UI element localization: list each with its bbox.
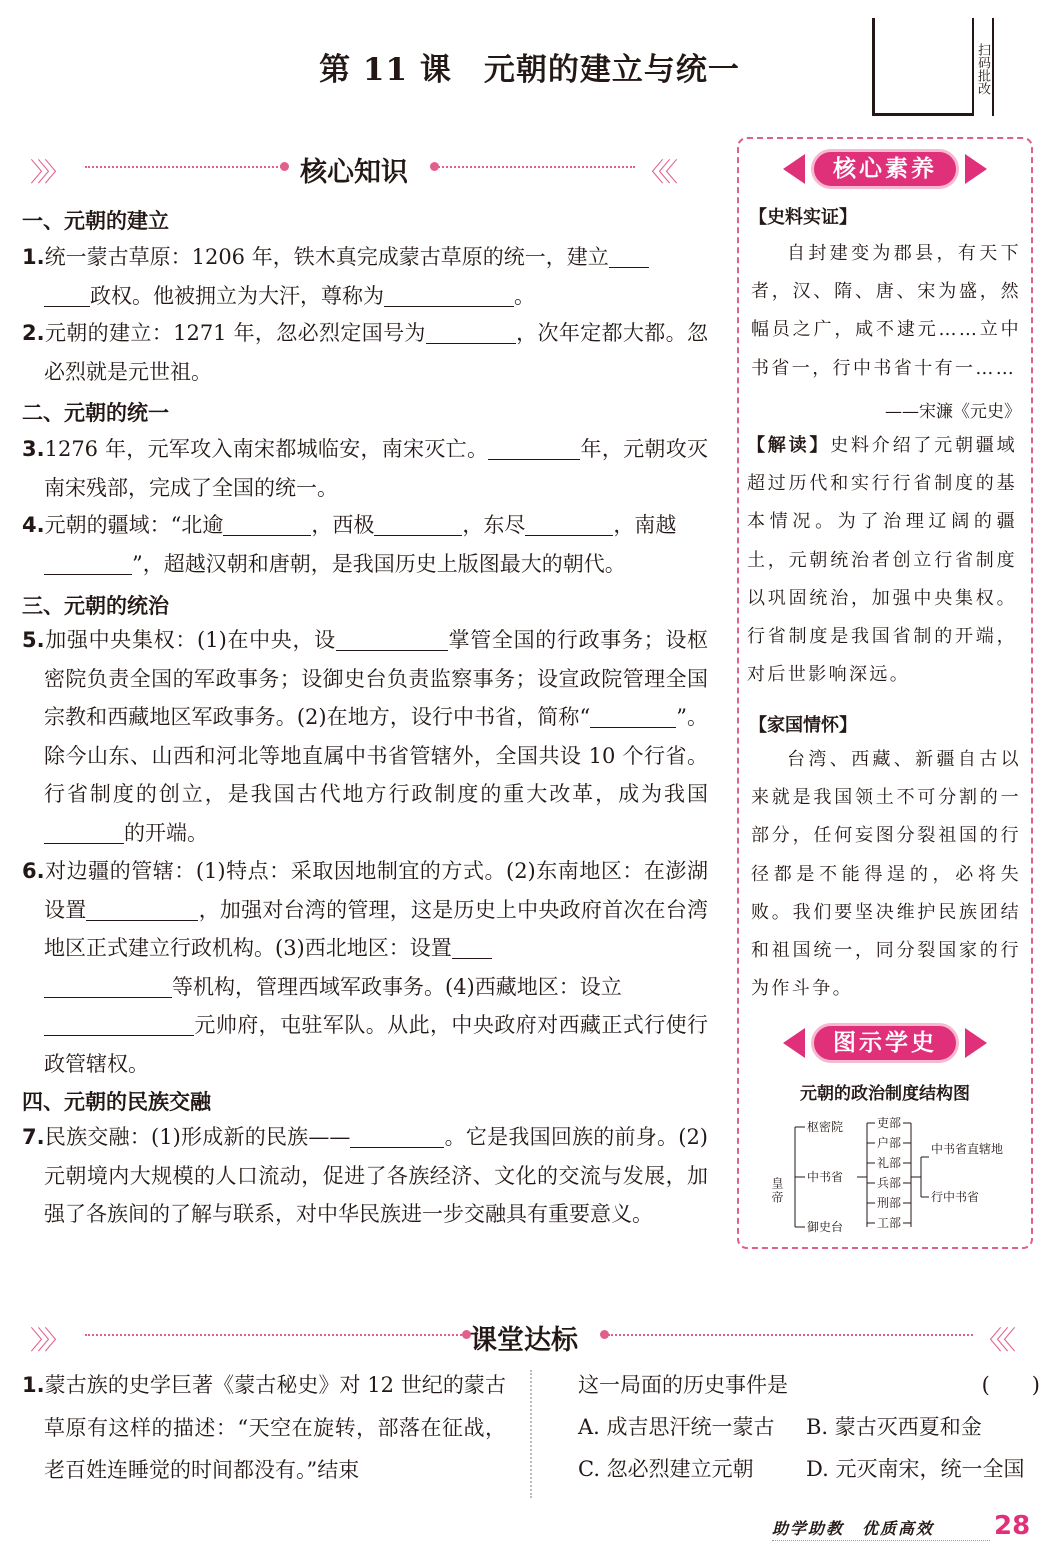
diagram-right-0: 中书省直辖地 bbox=[931, 1142, 1004, 1156]
diagram-ministry-4: 刑部 bbox=[877, 1196, 902, 1210]
interpretation bbox=[747, 427, 1017, 694]
sidebar-panel bbox=[737, 137, 1033, 1249]
scan-label: 扫码批改 bbox=[972, 18, 994, 116]
item-text: 1276 年，元军攻入南宋都城临安，南宋灭亡。 bbox=[44, 437, 489, 461]
triangle-right-icon bbox=[965, 154, 987, 184]
item-text: ，南越 bbox=[613, 513, 677, 537]
footer-divider bbox=[772, 1540, 990, 1541]
page-number: 28 bbox=[994, 1511, 1031, 1541]
option-B[interactable]: B. 蒙古灭西夏和金 bbox=[806, 1415, 982, 1439]
sidebar-heading: 【史料实证】 bbox=[749, 207, 857, 228]
badge-label: 图示学史 bbox=[811, 1023, 959, 1063]
fill-blank[interactable] bbox=[374, 513, 462, 536]
chevron-left-icon: 〈〈〈 bbox=[638, 158, 673, 188]
diagram-root: 皇帝 bbox=[770, 1177, 784, 1205]
item-text: 元朝的建立：1271 年，忽必烈定国号为 bbox=[44, 321, 426, 345]
knowledge-item-1 bbox=[22, 238, 708, 315]
fill-blank[interactable] bbox=[488, 437, 580, 460]
knowledge-item-6 bbox=[22, 852, 708, 1083]
fill-blank[interactable] bbox=[44, 974, 172, 997]
fill-blank[interactable] bbox=[336, 628, 448, 651]
diagram-ministry-2: 礼部 bbox=[877, 1156, 902, 1170]
fill-blank[interactable] bbox=[590, 705, 676, 728]
fill-blank[interactable] bbox=[609, 245, 649, 268]
item-text: 掌管全国的行政事务；设枢密院负责全国的军政事务；设御史台负责监察事务；设宣政院管理全国宗教和西藏地区军政事务。(2)在地方，设行中书省，简称“ bbox=[44, 628, 709, 729]
badge-label: 核心素养 bbox=[811, 149, 959, 189]
item-number: 3. bbox=[22, 437, 45, 461]
column-divider bbox=[530, 1370, 532, 1498]
footer-slogan: 助学助教 优质高效 bbox=[772, 1519, 935, 1538]
patriotism-text: 台湾、西藏、新疆自古以来就是我国领土不可分割的一部分，任何妄图分裂祖国的行径都是不能得逞的，必将失败。我们要坚决维护民族团结和祖国统一，同分裂国家的行为作斗争。 bbox=[751, 749, 1021, 1000]
section-heading: 核心知识 bbox=[300, 157, 408, 188]
item-text: 加强中央集权：(1)在中央，设 bbox=[44, 628, 336, 652]
item-text: 年，元朝攻灭南宋残部，完成了全国的统一。 bbox=[44, 437, 708, 500]
item-text: 元朝的疆域：“北逾 bbox=[44, 513, 224, 537]
item-text: ，西极 bbox=[311, 513, 375, 537]
diagram-title: 元朝的政治制度结构图 bbox=[800, 1084, 970, 1104]
knowledge-item-2 bbox=[22, 314, 708, 391]
chevron-right-icon: 〉〉〉 bbox=[30, 1326, 65, 1356]
diagram-right-1: 行中书省 bbox=[931, 1190, 980, 1204]
subheading: 四、元朝的民族交融 bbox=[22, 1090, 211, 1114]
class-practice-header bbox=[30, 1318, 1030, 1356]
chevron-right-icon: 〉〉〉 bbox=[30, 158, 65, 188]
dot-icon bbox=[280, 162, 289, 171]
interpretation-text: 史料介绍了元朝疆域超过历代和实行行省制度的基本情况。为了治理辽阔的疆土，元朝统治者创立行省制度以巩固统治，加强中央集权。行省制度是我国省制的开端，对后世影响深远。 bbox=[747, 435, 1017, 686]
divider bbox=[85, 1334, 470, 1336]
item-number: 5. bbox=[22, 628, 45, 652]
triangle-right-icon bbox=[965, 1028, 987, 1058]
chevron-left-icon: 〈〈〈 bbox=[976, 1326, 1011, 1356]
divider bbox=[608, 1334, 973, 1336]
illustrated-history-badge bbox=[739, 1023, 1031, 1063]
question-1-stem bbox=[22, 1364, 506, 1492]
item-text: 。 bbox=[514, 283, 535, 308]
question-text: 蒙古族的史学巨著《蒙古秘史》对 12 世纪的蒙古草原有这样的描述：“天空在旋转，部落在征战，老百姓连睡觉的时间都没有。”结束 bbox=[44, 1373, 506, 1482]
fill-blank[interactable] bbox=[44, 551, 132, 574]
fill-blank[interactable] bbox=[525, 513, 613, 536]
fill-blank[interactable] bbox=[44, 820, 124, 843]
diagram-ministry-5: 工部 bbox=[877, 1216, 902, 1230]
item-text: 等机构，管理西域军政事务。(4)西藏地区：设立 bbox=[172, 974, 622, 999]
diagram-ministry-1: 户部 bbox=[877, 1136, 902, 1150]
subheading: 一、元朝的建立 bbox=[22, 209, 169, 233]
subheading: 三、元朝的统治 bbox=[22, 594, 169, 618]
item-number: 2. bbox=[22, 321, 45, 345]
item-text: ”。除今山东、山西和河北等地直属中书省管辖外，全国共设 10 个行省。行省制度的创立，是我国古代地方行政制度的重大改革，成为我国 bbox=[44, 705, 708, 806]
item-text: ，东尽 bbox=[462, 513, 526, 537]
divider bbox=[435, 166, 635, 168]
fill-blank[interactable] bbox=[350, 1125, 444, 1148]
item-number: 7. bbox=[22, 1125, 45, 1149]
triangle-left-icon bbox=[783, 154, 805, 184]
sidebar-heading: 【解读】 bbox=[747, 435, 831, 456]
knowledge-item-5 bbox=[22, 621, 708, 852]
historical-quote: 自封建变为郡县，有天下者，汉、隋、唐、宋为盛，然幅员之广，咸不逮元……立中书省一，行中书省十有一…… bbox=[751, 243, 1021, 379]
diagram-mid-0: 枢密院 bbox=[807, 1120, 844, 1134]
diagram-ministry-3: 兵部 bbox=[877, 1176, 902, 1190]
knowledge-item-4 bbox=[22, 506, 708, 583]
item-number: 1. bbox=[22, 245, 45, 269]
item-text: ，次年定都大都。忽必烈就是元世祖。 bbox=[44, 321, 708, 384]
option-A[interactable]: A. 成吉思汗统一蒙古 bbox=[578, 1415, 775, 1439]
political-structure-diagram bbox=[739, 1109, 1031, 1249]
quote-source: ——宋濂《元史》 bbox=[885, 402, 1021, 422]
item-text: ”，超越汉朝和唐朝，是我国历史上版图最大的朝代。 bbox=[132, 551, 626, 576]
fill-blank[interactable] bbox=[44, 283, 90, 306]
triangle-left-icon bbox=[783, 1028, 805, 1058]
qr-scan-box[interactable] bbox=[872, 18, 972, 116]
item-text: 统一蒙古草原：1206 年，铁木真完成蒙古草原的统一，建立 bbox=[44, 245, 609, 269]
fill-blank[interactable] bbox=[452, 936, 492, 959]
knowledge-item-7 bbox=[22, 1118, 708, 1234]
core-literacy-badge bbox=[739, 149, 1031, 189]
core-knowledge-header bbox=[30, 150, 690, 188]
item-text: 政权。他被拥立为大汗，尊称为 bbox=[90, 283, 384, 308]
diagram-mid-1: 中书省 bbox=[807, 1170, 844, 1184]
diagram-mid-2: 御史台 bbox=[807, 1220, 844, 1234]
sidebar-heading: 【家国情怀】 bbox=[749, 715, 857, 736]
page-title: 第 11 课 元朝的建立与统一 bbox=[319, 52, 740, 88]
fill-blank[interactable] bbox=[86, 897, 198, 920]
fill-blank[interactable] bbox=[44, 1013, 194, 1036]
question-text: 这一局面的历史事件是 bbox=[578, 1373, 788, 1397]
item-text: ，加强对台湾的管理，这是历史上中央政府首次在台湾地区正式建立行政机构。(3)西北地区：设置 bbox=[44, 897, 709, 960]
item-text: 。它是我国回族的前身。(2)元朝境内大规模的人口流动，促进了各族经济、文化的交流与发展，加强了各族间的了解与联系，对中华民族进一步交融具有重要意义。 bbox=[44, 1125, 709, 1226]
question-number: 1. bbox=[22, 1373, 45, 1397]
item-text: 民族交融：(1)形成新的民族—— bbox=[44, 1125, 351, 1149]
item-text: 对边疆的管辖：(1)特点：采取因地制宜的方式。(2)东南地区：在澎湖设置 bbox=[44, 859, 708, 922]
item-text: 元帅府，屯驻军队。从此，中央政府对西藏正式行使行政管辖权。 bbox=[44, 1013, 708, 1076]
section-heading: 课堂达标 bbox=[470, 1325, 578, 1356]
option-C[interactable]: C. 忽必烈建立元朝 bbox=[578, 1457, 754, 1481]
fill-blank[interactable] bbox=[223, 513, 311, 536]
subheading: 二、元朝的统一 bbox=[22, 401, 169, 425]
item-text: 的开端。 bbox=[124, 820, 208, 845]
fill-blank[interactable] bbox=[426, 321, 516, 344]
fill-blank[interactable] bbox=[384, 283, 514, 306]
question-1-continued bbox=[578, 1364, 1040, 1407]
item-number: 4. bbox=[22, 513, 45, 537]
divider bbox=[85, 166, 285, 168]
option-D[interactable]: D. 元灭南宋，统一全国 bbox=[806, 1457, 1025, 1481]
diagram-ministry-0: 吏部 bbox=[877, 1116, 902, 1130]
item-number: 6. bbox=[22, 859, 45, 883]
knowledge-item-3 bbox=[22, 430, 708, 507]
answer-bracket[interactable]: ( ) bbox=[981, 1373, 1040, 1397]
